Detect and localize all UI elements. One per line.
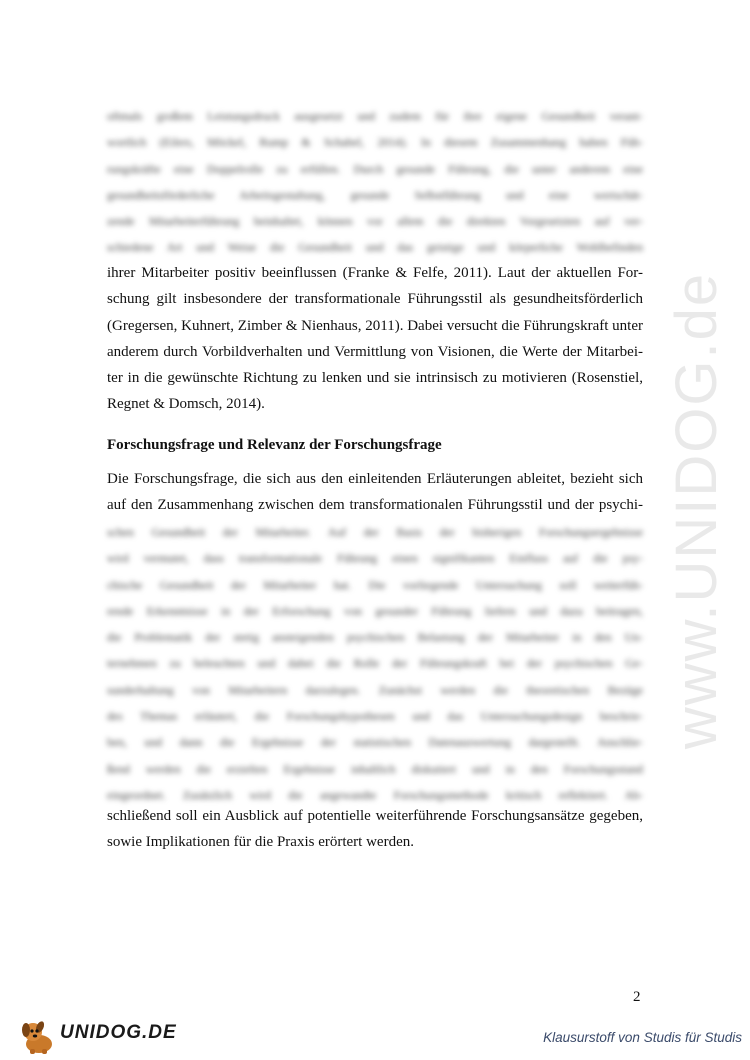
text-line: rungskräfte eine Doppelrolle zu erfüllen. Durch gesunde Führung, die unter anderem eine	[107, 161, 643, 176]
text-line: Die Forschungsfrage, die sich aus den einleitenden Erläuterungen ableitet, bezieht sich	[107, 471, 643, 487]
section-heading: Forschungsfrage und Relevanz der Forschungsfrage	[107, 437, 442, 453]
text-line: gesundheitsförderliche Arbeitsgestaltung, gesunde Selbstführung und eine wertschät-	[107, 187, 643, 202]
text-line: oftmals großem Leistungsdruck ausgesetzt und zudem für ihre eigene Gesundheit verant-	[107, 109, 643, 123]
text-line: chische Gesundheit der Mitarbeiter hat. Die vorliegende Untersuchung soll weiterfüh-	[107, 577, 643, 592]
text-line: des Themas erläutert, die Forschungshypothesen und das Untersuchungsdesign beschrie-	[107, 709, 643, 724]
text-line: ßend werden die erzielten Ergebnisse inhaltlich diskutiert und in den Forschungsstand	[107, 761, 643, 776]
text-line: schung gilt insbesondere der transformationale Führungsstil als gesundheitsförderlich	[107, 291, 643, 308]
text-line: (Gregersen, Kuhnert, Zimber & Nienhaus, 2011). Dabei versucht die Führungskraft unter	[107, 317, 643, 334]
text-line: ben, und dann die Ergebnisse der statistischen Datenauswertung dargestellt. Anschlie-	[107, 735, 643, 750]
watermark-text: www.UNIDOG.de	[664, 271, 730, 749]
logo-text: UNIDOG.DE	[60, 1022, 177, 1043]
text-line: ternehmen zu beleuchten und dabei die Rolle der Führungskraft bei der psychischen Ge-	[107, 656, 643, 671]
paragraph-2-top	[107, 466, 643, 519]
text-line: sowie Implikationen für die Praxis erörtert werden.	[107, 834, 414, 851]
text-line: sunderhaltung von Mitarbeitern darzulegen. Zunächst werden die theoretischen Bezüge	[107, 682, 643, 697]
text-line: auf den Zusammenhang zwischen dem transformationalen Führungsstil und der psychi-	[107, 497, 643, 514]
paragraph-2-bottom	[107, 803, 643, 856]
page-number: 2	[633, 989, 641, 1005]
text-line: ihrer Mitarbeiter positiv beeinflussen (Franke & Felfe, 2011). Laut der aktuellen For-	[107, 265, 643, 281]
text-line: schiedene Art und Weise die Gesundheit und das geistige und körperliche Wohlbefinden	[107, 240, 643, 255]
text-line: wortlich (Eilers, Möckel, Rump & Schabel, 2014). In diesem Zusammenhang haben Füh-	[107, 135, 643, 150]
paragraph-2-blurred	[107, 519, 643, 808]
text-line: rende Erkenntnisse in der Erforschung von gesunder Führung liefern und dazu beitragen,	[107, 603, 643, 618]
text-line: schließend soll ein Ausblick auf potentielle weiterführende Forschungsansätze gegeben,	[107, 808, 643, 824]
dog-icon	[18, 1018, 58, 1056]
paragraph-1	[107, 260, 643, 418]
text-line: anderem durch Vorbildverhalten und Vermittlung von Visionen, die Werte der Mitarbei-	[107, 343, 643, 360]
text-line: schen Gesundheit der Mitarbeiter. Auf der Basis der bisherigen Forschungsergebnisse	[107, 525, 643, 539]
unidog-logo	[18, 1018, 178, 1056]
text-line: eingeordnet. Zusätzlich wird die angewandte Forschungsmethode kritisch reflektiert. Ab-	[107, 787, 643, 802]
watermark	[652, 271, 742, 749]
text-line: ter in die gewünschte Richtung zu lenken und sie intrinsisch zu motivieren (Rosenstiel,	[107, 370, 643, 387]
text-line: wird vermutet, dass transformationale Führung einen signifikanten Einfluss auf die psy-	[107, 551, 643, 566]
text-line: zende Mitarbeiterführung beinhaltet, können vor allem die direkten Vorgesetzten auf ver-	[107, 214, 643, 229]
footer-slogan: Klausurstoff von Studis für Studis	[543, 1030, 742, 1045]
text-line: Regnet & Domsch, 2014).	[107, 396, 265, 413]
paragraph-1-blurred	[107, 103, 643, 261]
text-line: die Problematik der stetig ansteigenden psychischen Belastung der Mitarbeiter in den Un-	[107, 630, 643, 645]
